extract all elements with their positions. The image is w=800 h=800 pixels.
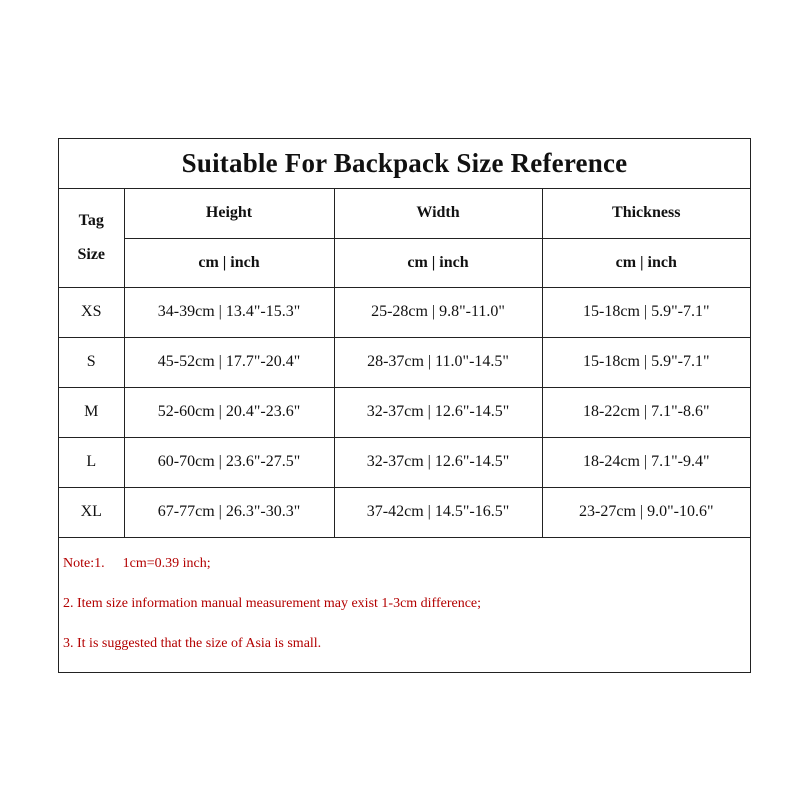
size-cell: M [59,387,124,437]
width-unit-header: cm | inch [334,238,542,287]
width-cell: 28-37cm | 11.0"-14.5" [334,337,542,387]
table-row [59,437,750,487]
tag-size-header [59,189,124,287]
height-cell: 45-52cm | 17.7"-20.4" [124,337,334,387]
tag-size-header-line2: Size [77,245,106,263]
table-row [59,337,750,387]
height-cell: 34-39cm | 13.4"-15.3" [124,287,334,337]
width-header: Width [334,189,542,238]
height-header: Height [124,189,334,238]
table-row [59,487,750,537]
thickness-cell: 15-18cm | 5.9"-7.1" [542,287,750,337]
height-cell: 60-70cm | 23.6"-27.5" [124,437,334,487]
size-chart [58,138,751,673]
tag-size-header-line1: Tag [78,211,104,229]
thickness-header: Thickness [542,189,750,238]
size-table [59,189,750,538]
thickness-cell: 15-18cm | 5.9"-7.1" [542,337,750,387]
thickness-cell: 18-22cm | 7.1"-8.6" [542,387,750,437]
width-cell: 25-28cm | 9.8"-11.0" [334,287,542,337]
thickness-cell: 18-24cm | 7.1"-9.4" [542,437,750,487]
thickness-unit-header: cm | inch [542,238,750,287]
size-cell: XL [59,487,124,537]
note-3: 3. It is suggested that the size of Asia is small. [63,635,322,651]
table-row [59,387,750,437]
note-2: 2. Item size information manual measurement may exist 1-3cm difference; [63,595,482,611]
height-cell: 67-77cm | 26.3"-30.3" [124,487,334,537]
note-1-text: 1cm=0.39 inch; [122,555,211,571]
note-1 [63,556,211,572]
thickness-cell: 23-27cm | 9.0"-10.6" [542,487,750,537]
chart-title: Suitable For Backpack Size Reference [59,139,750,189]
height-unit-header: cm | inch [124,238,334,287]
width-cell: 32-37cm | 12.6"-14.5" [334,437,542,487]
table-row [59,287,750,337]
notes-section [59,538,750,674]
width-cell: 37-42cm | 14.5"-16.5" [334,487,542,537]
size-cell: L [59,437,124,487]
note-1-prefix: Note:1. [63,555,105,571]
size-cell: XS [59,287,124,337]
height-cell: 52-60cm | 20.4"-23.6" [124,387,334,437]
size-cell: S [59,337,124,387]
width-cell: 32-37cm | 12.6"-14.5" [334,387,542,437]
